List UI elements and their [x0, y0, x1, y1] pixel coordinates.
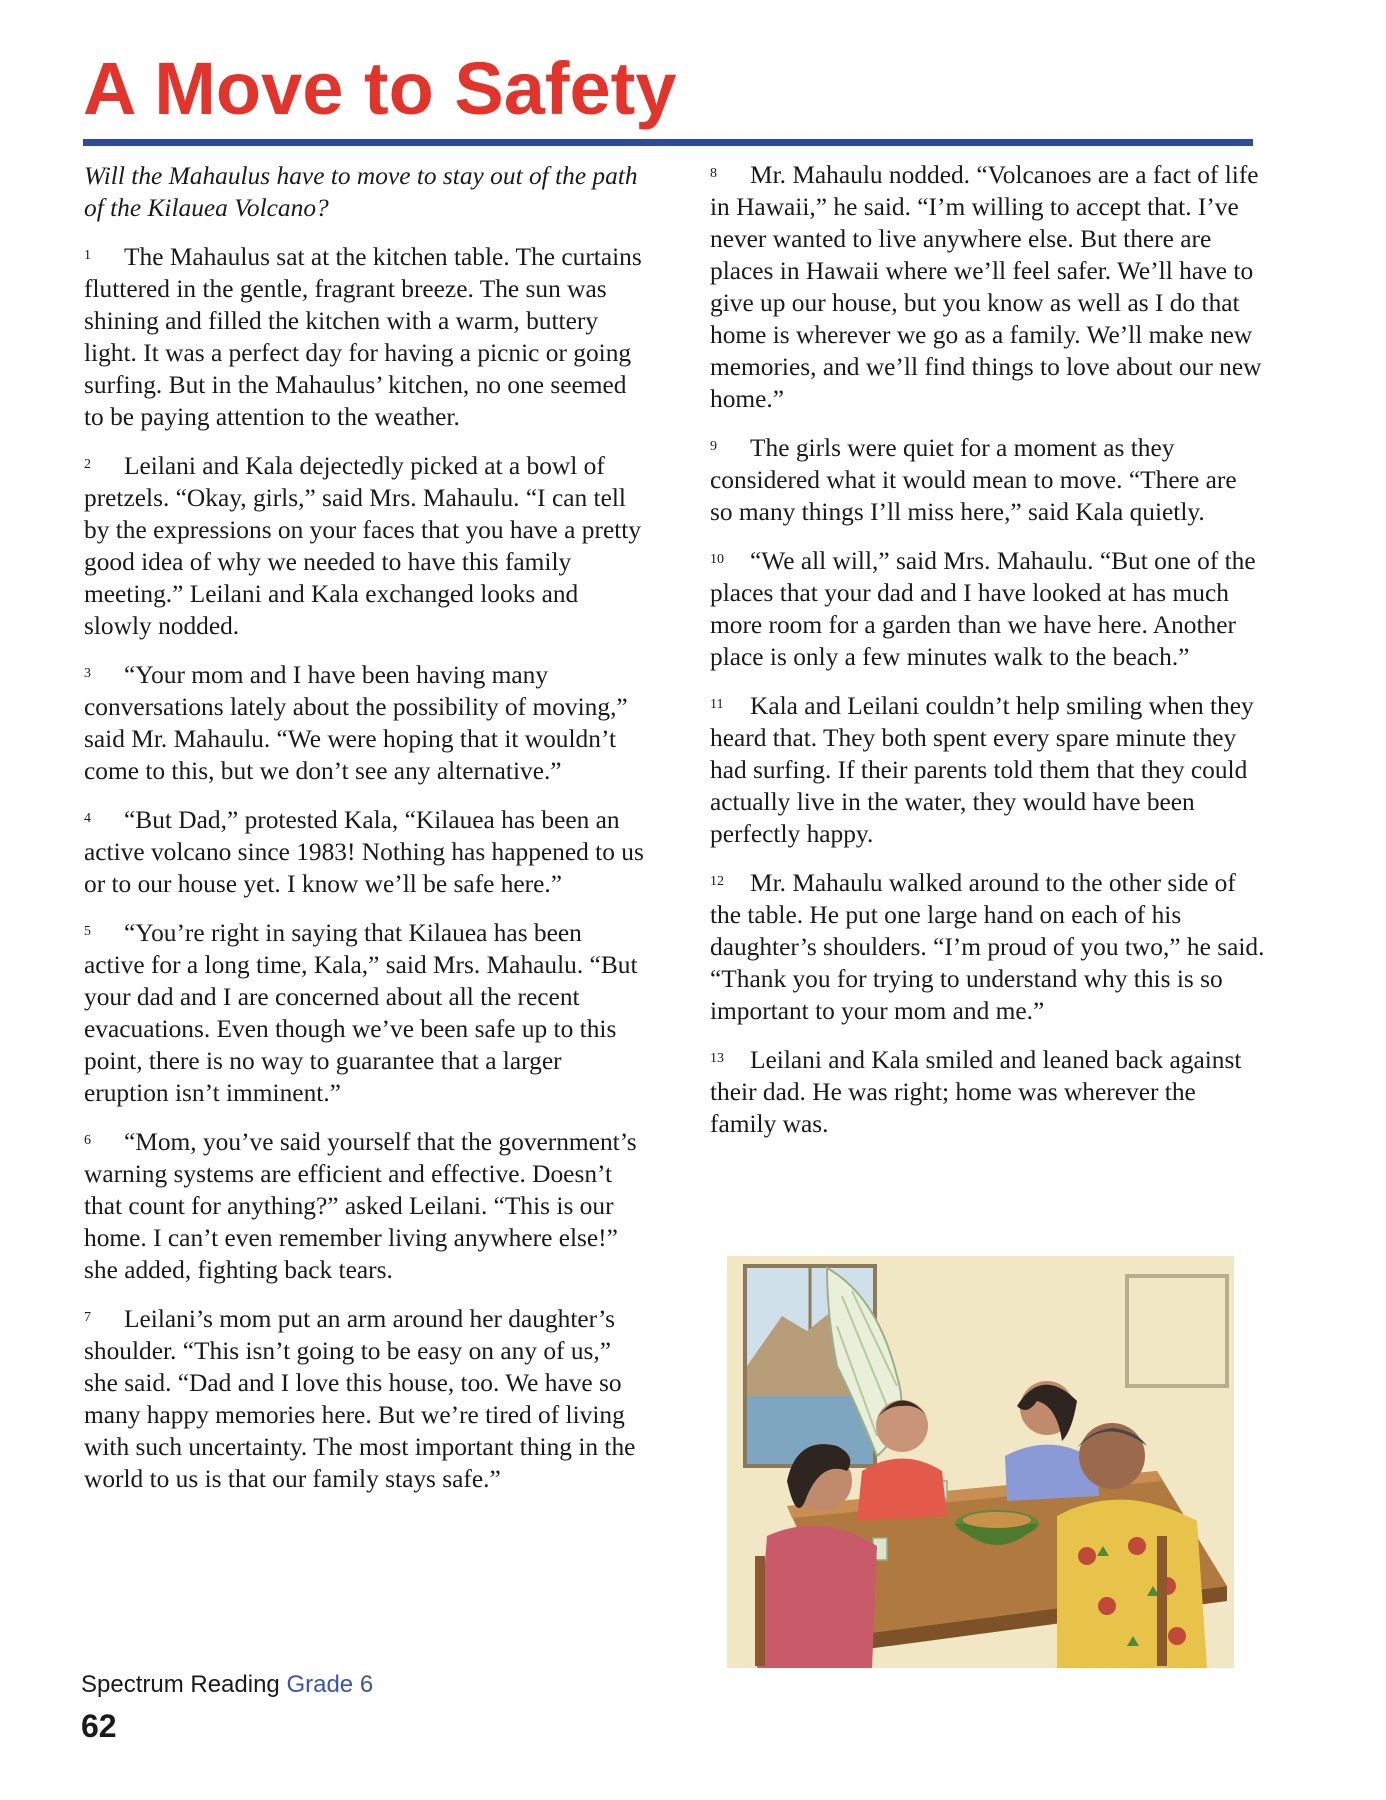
- paragraph-text: “But Dad,” protested Kala, “Kilauea has been an active volcano since 1983! Nothing has happened to us or to our house yet. I know we’ll be safe here.”: [84, 806, 644, 898]
- paragraph-text: The girls were quiet for a moment as they considered what it would mean to move. “There are so many things I’ll miss here,” said Kala quietly.: [710, 434, 1237, 526]
- paragraph-12: [710, 866, 1265, 1027]
- series-name: Spectrum Reading: [81, 1671, 280, 1698]
- family-kitchen-illustration: [727, 1256, 1234, 1668]
- paragraph-text: The Mahaulus sat at the kitchen table. The curtains fluttered in the gentle, fragrant breeze. The sun was shining and filled the kitchen with a warm, buttery light. It was a perfect day for having a picnic or going surfing. But in the Mahaulus’ kitchen, no one seemed to be paying attention to the weather.: [84, 243, 642, 431]
- title-rule: [83, 139, 1253, 146]
- paragraph-text: “Mom, you’ve said yourself that the government’s warning systems are efficient and effective. Doesn’t that count for anything?” asked Leilani. “This is our home. I can’t even remember living anywhere else!” she added, fighting back tears.: [84, 1128, 637, 1284]
- paragraph-text: “Your mom and I have been having many conversations lately about the possibility of moving,” said Mr. Mahaulu. “We were hoping that it wouldn’t come to this, but we don’t see any alternative.”: [84, 661, 628, 785]
- paragraph-number: 1: [84, 248, 91, 263]
- paragraph-6: [84, 1125, 644, 1286]
- paragraph-9: [710, 431, 1265, 528]
- grade-label: Grade 6: [286, 1671, 374, 1698]
- paragraph-4: [84, 803, 644, 900]
- paragraph-number: 8: [710, 166, 717, 181]
- paragraph-number: 6: [84, 1133, 91, 1148]
- paragraph-number: 10: [710, 552, 724, 567]
- paragraph-7: [84, 1302, 644, 1495]
- paragraph-number: 4: [84, 811, 91, 826]
- paragraph-number: 13: [710, 1051, 724, 1066]
- paragraph-text: Leilani and Kala dejectedly picked at a bowl of pretzels. “Okay, girls,” said Mrs. Mahaulu. “I can tell by the expressions on your faces that you have a pretty good idea of why we needed to have this family meeting.” Leilani and Kala exchanged looks and slowly nodded.: [84, 452, 642, 640]
- paragraph-number: 9: [710, 439, 717, 454]
- paragraph-3: [84, 658, 644, 787]
- paragraph-number: 3: [84, 666, 91, 681]
- paragraph-text: Mr. Mahaulu walked around to the other side of the table. He put one large hand on each of his daughter’s shoulders. “I’m proud of you two,” he said. “Thank you for trying to understand why this is so important to your mom and me.”: [710, 869, 1265, 1025]
- left-column: [84, 160, 644, 1511]
- paragraph-text: “You’re right in saying that Kilauea has been active for a long time, Kala,” said Mrs. Mahaulu. “But your dad and I are concerned about all the recent evacuations. Even though we’ve been safe up to this point, there is no way to guarantee that a larger eruption isn’t imminent.”: [84, 919, 638, 1107]
- paragraph-text: Leilani and Kala smiled and leaned back against their dad. He was right; home was wherever the family was.: [710, 1046, 1242, 1138]
- paragraph-1: [84, 240, 644, 433]
- paragraph-5: [84, 916, 644, 1109]
- paragraph-text: “We all will,” said Mrs. Mahaulu. “But one of the places that your dad and I have looked at has much more room for a garden than we have here. Another place is only a few minutes walk to the beach.”: [710, 547, 1256, 671]
- paragraph-text: Kala and Leilani couldn’t help smiling when they heard that. They both spent every spare minute they had surfing. If their parents told them that they could actually live in the water, they would have been perfectly happy.: [710, 692, 1254, 848]
- footer-series-label: [81, 1670, 373, 1700]
- paragraph-number: 5: [84, 924, 91, 939]
- paragraph-number: 7: [84, 1310, 91, 1325]
- paragraph-2: [84, 449, 644, 642]
- paragraph-10: [710, 544, 1265, 673]
- paragraph-text: Mr. Mahaulu nodded. “Volcanoes are a fact of life in Hawaii,” he said. “I’m willing to accept that. I’ve never wanted to live anywhere else. But there are places in Hawaii where we’ll feel safer. We’ll have to give up our house, but you know as well as I do that home is wherever we go as a family. We’ll make new memories, and we’ll find things to love about our new home.”: [710, 161, 1262, 413]
- paragraph-11: [710, 689, 1265, 850]
- paragraph-8: [710, 158, 1265, 415]
- page-title: A Move to Safety: [83, 47, 677, 130]
- page-number: 62: [81, 1708, 117, 1744]
- right-column: [710, 158, 1265, 1156]
- paragraph-13: [710, 1043, 1265, 1140]
- paragraph-number: 12: [710, 874, 724, 889]
- paragraph-number: 2: [84, 457, 91, 472]
- intro-question: Will the Mahaulus have to move to stay out of the path of the Kilauea Volcano?: [84, 162, 638, 222]
- illustration-svg: [727, 1256, 1234, 1668]
- paragraph-number: 11: [710, 697, 724, 712]
- paragraph-text: Leilani’s mom put an arm around her daughter’s shoulder. “This isn’t going to be easy on any of us,” she said. “Dad and I love this house, too. We have so many happy memories here. But we’re tired of living with such uncertainty. The most important thing in the world to us is that our family stays safe.”: [84, 1305, 636, 1493]
